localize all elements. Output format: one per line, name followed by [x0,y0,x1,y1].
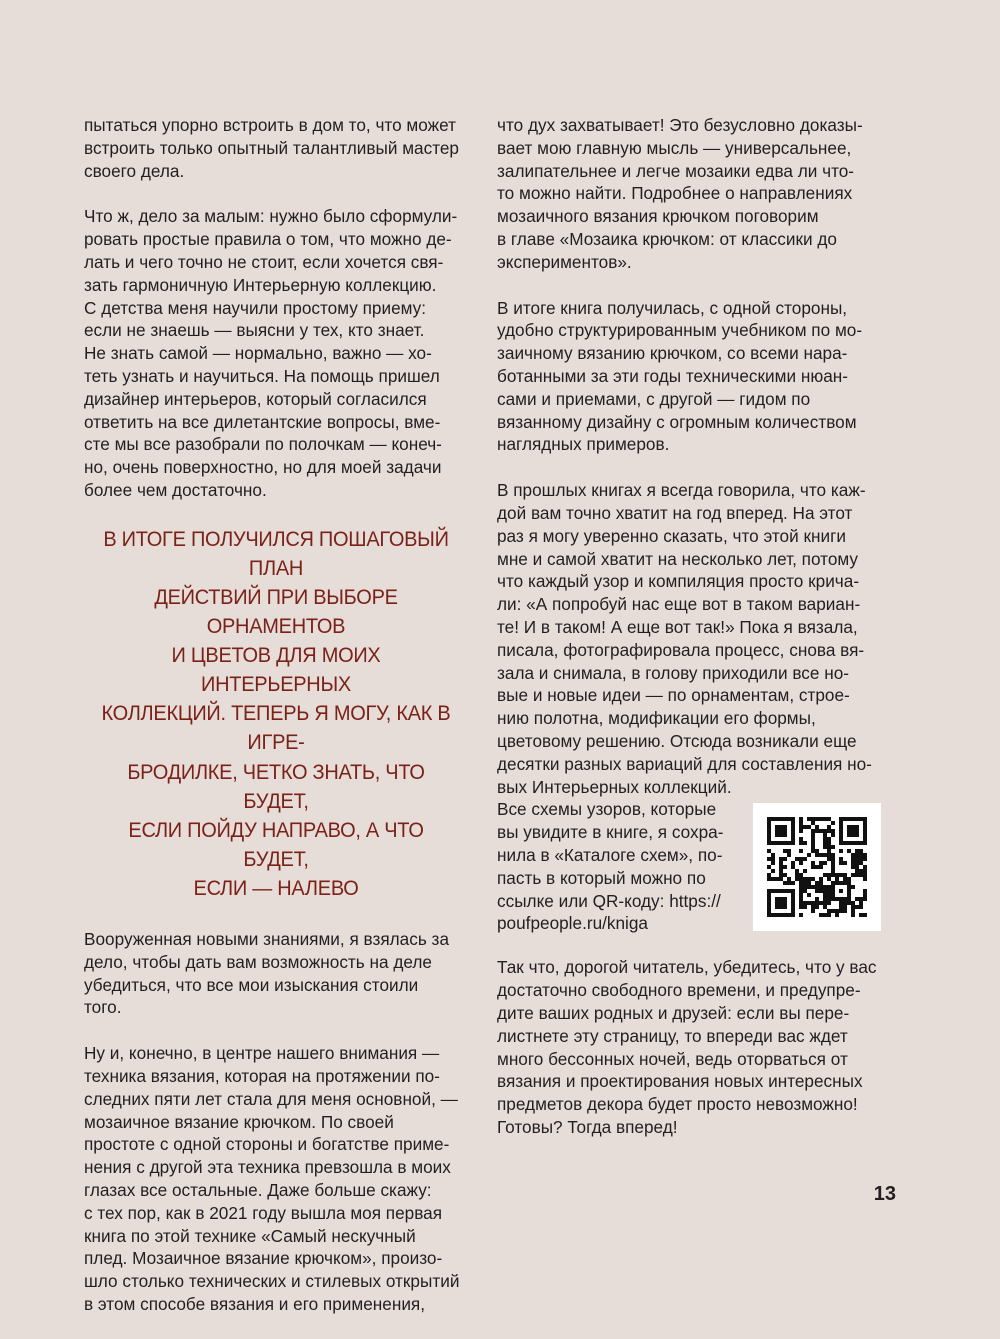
right-column [497,114,882,1162]
left-paragraph-1: пытаться упорно встроить в дом то, что может встроить только опытный талантливый мастер своего дела. [84,115,459,181]
right-paragraph-3: В прошлых книгах я всегда говорила, что каж- дой вам точно хватит на год вперед. На этот раз я могу уверенно сказать, что этой книги мне и самой хватит на несколько лет, потому что каждый узор и компиляция просто крича- ли: «А попробуй нас еще вот в таком вариан- те! И в таком! А еще вот так!» Пока я вязала, писала, фотографировала процесс, снова вя- зала и снимала, в голову приходили все но- вые и новые идеи — по орнаментам, строе- нию полотна, модификации его формы, цветовому решению. Отсюда возникали еще десятки разных вариаций для составления но- вых Интерьерных коллекций. [497,480,872,797]
qr-section [497,798,882,933]
right-paragraph-1: что дух захватывает! Это безусловно доказы- вает мою главную мысль — универсальнее, залипательнее и легче мозаики едва ли что- то можно найти. Подробнее о направлениях мозаичного вязания крючком поговорим в главе «Мозаика крючком: от классики до экспериментов». [497,115,863,272]
page-number: 13 [873,1183,896,1205]
qr-code[interactable] [753,803,881,931]
qr-code-icon [767,817,867,917]
right-paragraph-2: В итоге книга получилась, с одной стороны, удобно структурированным учебником по мо- заичному вязанию крючком, со всеми нара- ботанными за эти годы техническими нюан- сами и приемами, с другой — гидом по вязанному дизайну с огромным количеством наглядных примеров. [497,297,863,455]
right-paragraph-4: Так что, дорогой читатель, убедитесь, что у вас достаточно свободного времени, и предупре- дите ваших родных и друзей: если вы пере- листнете эту страницу, то впереди вас ждет много бессонных ночей, ведь оторваться от вязания и проектирования новых интересных предметов декора будет просто невозможно! Готовы? Тогда вперед! [497,957,877,1137]
left-paragraph-2: Что ж, дело за малым: нужно было сформули- ровать простые правила о том, что можно де- лать и чего точно не стоит, если хочется свя- зать гармоничную Интерьерную коллекцию. С детства меня научили простому приему: если не знаешь — выясни у тех, кто знает. Не знать самой — нормально, важно — хо- теть узнать и научиться. На помощь пришел дизайнер интерьеров, который согласился ответить на все дилетантские вопросы, вме- сте мы все разобрали по полочкам — конеч- но, очень поверхностно, но для моей задачи более чем достаточно. [84,206,458,500]
left-column [84,114,468,1339]
qr-caption: Все схемы узоров, которые вы увидите в книге, я сохра- нила в «Каталоге схем», по- пасть в который можно по ссылке или QR-коду: https:// poufpeople.ru/kniga [497,799,724,934]
left-paragraph-3: Вооруженная новыми знаниями, я взялась за дело, чтобы дать вам возможность на деле убедиться, что все мои изыскания стоили того. [84,928,449,1018]
left-paragraph-4: Ну и, конечно, в центре нашего внимания — техника вязания, которая на протяжении по- следних пяти лет стала для меня основной, — мозаичное вязание крючком. По своей простоте с одной стороны и богатстве приме- нения с другой эта техника превзошла в моих глазах все остальные. Даже больше скажу: с тех пор, как в 2021 году вышла моя первая книга по этой технике «Самый нескучный плед. Мозаичное вязание крючком», произо- шло столько технических и стилевых открытий в этом способе вязания и его применения, [84,1043,460,1314]
pull-quote: В ИТОГЕ ПОЛУЧИЛСЯ ПОШАГОВЫЙ ПЛАН ДЕЙСТВИЙ ПРИ ВЫБОРЕ ОРНАМЕНТОВ И ЦВЕТОВ ДЛЯ МОИХ ИНТЕРЬЕРНЫХ КОЛЛЕКЦИЙ. ТЕПЕРЬ Я МОГУ, КАК В ИГРЕ- БРОДИЛКЕ, ЧЕТКО ЗНАТЬ, ЧТО БУДЕТ, ЕСЛИ ПОЙДУ НАПРАВО, А ЧТО БУДЕТ, ЕСЛИ — НАЛЕВО [101,526,451,900]
